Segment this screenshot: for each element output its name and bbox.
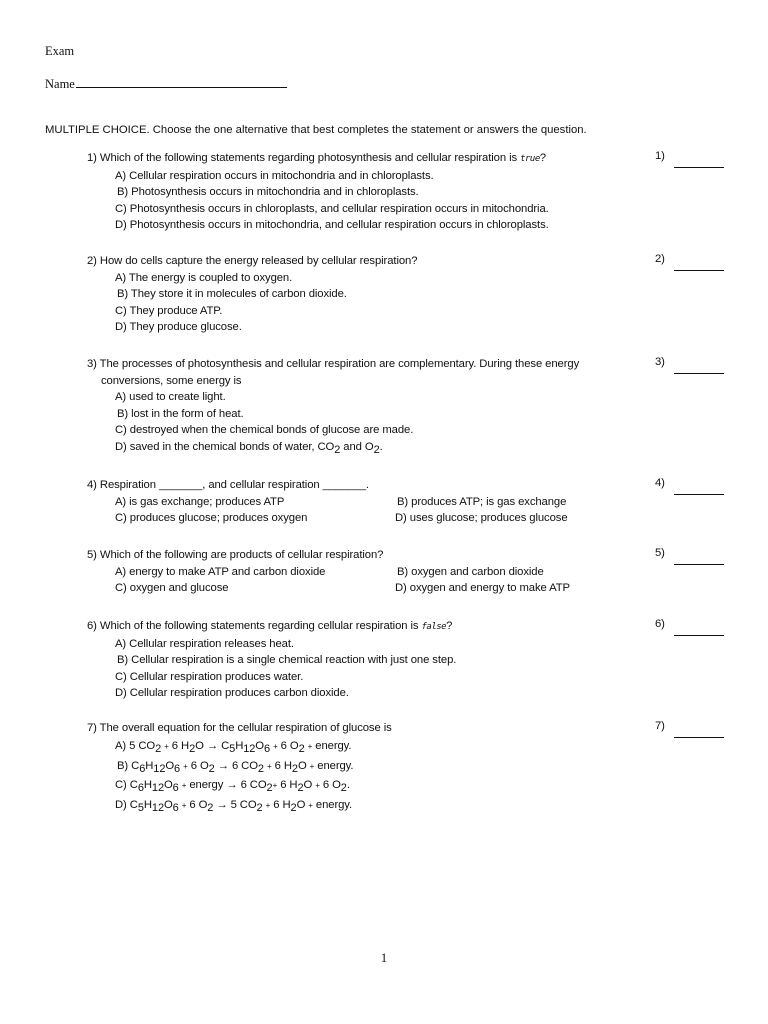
answer-blank[interactable] (674, 494, 724, 495)
instructions: MULTIPLE CHOICE. Choose the one alternative that best completes the statement or answers the question. (45, 124, 587, 136)
question-stem: 5) Which of the following are products of cellular respiration? (87, 549, 384, 561)
option-a[interactable]: A) The energy is coupled to oxygen. (115, 271, 293, 284)
question-4 (87, 477, 647, 527)
answer-number: 7) (655, 720, 665, 732)
option-a[interactable]: A) 5 $CO_2 + 6$ $H_2O \to C_5H_{12}O_6 + 6$ $O_2$ + energy. (115, 740, 352, 755)
answer-number: 5) (655, 547, 665, 559)
answer-blank[interactable] (674, 270, 724, 271)
answer-number: 3) (655, 356, 665, 368)
exam-label: Exam (45, 44, 75, 58)
answer-blank[interactable] (674, 167, 724, 168)
option-d[interactable]: D) oxygen and energy to make ATP (395, 582, 570, 594)
answer-blank[interactable] (674, 737, 724, 738)
answer-number: 2) (655, 253, 665, 265)
answer-number: 6) (655, 618, 665, 630)
option-a[interactable]: A) Cellular respiration occurs in mitochondria and in chloroplasts. (115, 169, 434, 182)
option-b[interactable]: B) Photosynthesis occurs in mitochondria and in chloroplasts. (117, 186, 419, 198)
option-b[interactable]: B) Cellular respiration is a single chemical reaction with just one step. (117, 654, 457, 666)
option-d[interactable]: D) uses glucose; produces glucose (395, 512, 568, 524)
answer-number: 1) (655, 150, 665, 162)
option-d[interactable]: D) $C_5H_{12}O_6 + 6$ $O_2 \to 5$ $CO_2 + 6$ $H_2O$ + energy. (115, 798, 353, 814)
option-a[interactable]: A) Cellular respiration releases heat. (115, 637, 294, 650)
option-b[interactable]: B) oxygen and carbon dioxide (397, 565, 544, 578)
option-c[interactable]: C) oxygen and glucose (115, 582, 229, 594)
option-d[interactable]: D) Photosynthesis occurs in mitochondria, and cellular respiration occurs in chloroplasts. (115, 219, 549, 231)
answer-blank[interactable] (674, 635, 724, 636)
question-stem: 7) The overall equation for the cellular respiration of glucose is (87, 722, 392, 734)
question-5 (87, 547, 647, 597)
question-2 (87, 253, 647, 336)
option-b[interactable]: B) They store it in molecules of carbon dioxide. (117, 288, 347, 300)
option-c[interactable]: C) Cellular respiration produces water. (115, 670, 304, 683)
answer-blank[interactable] (674, 373, 724, 374)
option-c[interactable]: C) Photosynthesis occurs in chloroplasts, and cellular respiration occurs in mitochondria. (115, 202, 549, 215)
option-b[interactable]: B) lost in the form of heat. (117, 407, 244, 420)
name-label: Name (45, 77, 75, 91)
name-blank[interactable] (76, 76, 287, 88)
question-1 (87, 150, 647, 234)
option-c[interactable]: C) They produce ATP. (115, 304, 223, 317)
option-a[interactable]: A) is gas exchange; produces ATP (115, 495, 285, 508)
question-stem-continued: conversions, some energy is (101, 374, 242, 387)
question-3 (87, 356, 647, 455)
question-7 (87, 720, 647, 815)
question-6 (87, 618, 647, 702)
page-number: 1 (380, 951, 388, 965)
question-stem: 4) Respiration _______, and cellular respiration _______. (87, 479, 369, 491)
question-stem: 3) The processes of photosynthesis and cellular respiration are complementary. During these energy (87, 358, 580, 370)
answer-blank[interactable] (674, 564, 724, 565)
option-c[interactable]: C) $C_6H_{12}O_6$ + energy → 6 $CO_2+ 6$ $H_2O + 6$ $O_2$. (115, 779, 350, 794)
option-d[interactable]: D) saved in the chemical bonds of water, $CO_2$ and $O_2$. (115, 440, 383, 456)
option-c[interactable]: C) destroyed when the chemical bonds of glucose are made. (115, 424, 414, 436)
option-b[interactable]: B) $C_6H_{12}O_6 + 6$ $O_2 \to 6$ $CO_2 + 6$ $H_2O$ + energy. (117, 759, 354, 775)
question-stem: 6) Which of the following statements regarding cellular respiration is false? (87, 620, 453, 632)
option-c[interactable]: C) produces glucose; produces oxygen (115, 512, 308, 524)
name-line (45, 76, 287, 92)
question-stem: 2) How do cells capture the energy released by cellular respiration? (87, 255, 418, 267)
answer-number: 4) (655, 477, 665, 489)
option-a[interactable]: A) energy to make ATP and carbon dioxide (115, 565, 326, 578)
option-b[interactable]: B) produces ATP; is gas exchange (397, 495, 567, 508)
question-stem: 1) Which of the following statements regarding photosynthesis and cellular respiration is true? (87, 152, 546, 164)
option-a[interactable]: A) used to create light. (115, 391, 226, 403)
option-d[interactable]: D) They produce glucose. (115, 321, 242, 333)
option-d[interactable]: D) Cellular respiration produces carbon dioxide. (115, 687, 349, 699)
